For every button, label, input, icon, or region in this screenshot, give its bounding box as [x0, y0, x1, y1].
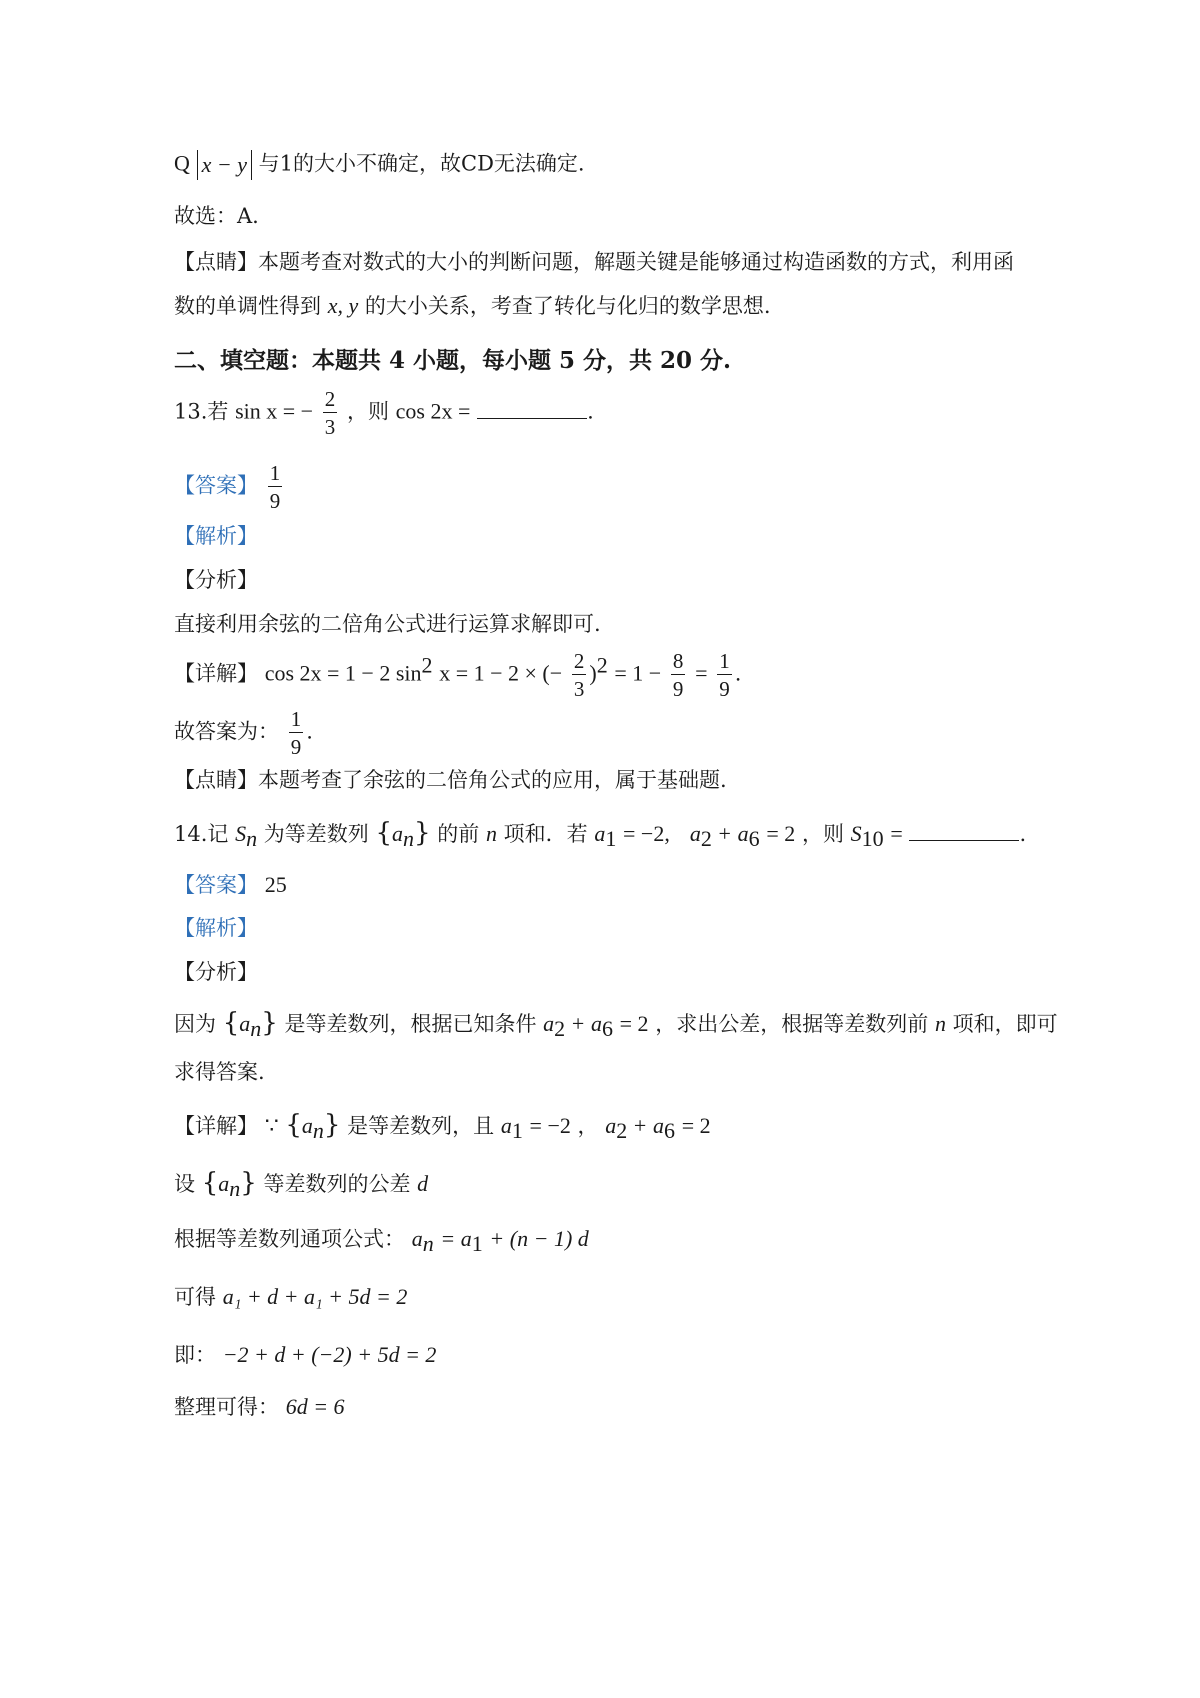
- gu-answer-13: [174, 708, 313, 758]
- step-3: [174, 1286, 407, 1308]
- q13-prefix: 13.若: [174, 399, 229, 424]
- q13-then: ，则: [346, 399, 389, 424]
- question-13: [174, 388, 594, 438]
- therefore-symbol: Q: [174, 150, 190, 176]
- q14-answer-blank: [909, 824, 1019, 841]
- step-1: 设 $\{a_n\}$ 等差数列的公差 d: [174, 1168, 429, 1202]
- x13-sup2: 2: [596, 652, 608, 678]
- line1-text: 与1的大小不确定，故CD无法确定.: [258, 151, 585, 176]
- s2-a: 根据等差数列通项公式：: [174, 1227, 405, 1251]
- f14-d: 项和，即可: [952, 1012, 1058, 1036]
- q14-n: n: [485, 821, 497, 846]
- q14-a1: a: [594, 821, 606, 846]
- x13-f3n: 1: [717, 650, 732, 675]
- step-4: [174, 1344, 436, 1366]
- x13-e: =: [695, 660, 708, 686]
- x13-b: x = 1 − 2 × (−: [439, 660, 563, 686]
- x13-f2d: 9: [672, 677, 684, 702]
- x14-d: ，: [577, 1114, 599, 1138]
- s4-a: 即：: [174, 1343, 216, 1367]
- fenxi-label-13: 【分析】: [174, 568, 258, 592]
- q14-a1-val: = −2,: [623, 821, 670, 846]
- q14-then: ，则: [801, 822, 844, 846]
- xiangjie-label: 【详解】: [174, 661, 258, 686]
- q14-S10: S: [850, 821, 862, 846]
- fenxi-label-14: 【分析】: [174, 960, 258, 984]
- x13-d: = 1 −: [614, 660, 662, 686]
- fenxi-13-text: 直接利用余弦的二倍角公式进行运算求解即可.: [174, 612, 601, 636]
- answer-13-fraction: [268, 462, 283, 512]
- q14-S: S: [235, 821, 247, 846]
- dianjing-text-a: 数的单调性得到: [174, 294, 321, 318]
- gu13-d: 9: [290, 735, 302, 760]
- q14-c: 的前: [437, 822, 480, 846]
- q14-end: .: [1019, 822, 1027, 846]
- q14-a6: a: [737, 821, 749, 846]
- x14-e: = 2: [681, 1113, 711, 1138]
- dianjing-line-2: [174, 295, 771, 317]
- xiangjie-label-14: 【详解】: [174, 1114, 258, 1138]
- x13-frac2: [671, 650, 686, 700]
- abs-x-minus-y: x − y: [197, 150, 252, 180]
- xiangjie-13: [174, 650, 741, 700]
- s5-eq: 6d = 6: [285, 1394, 345, 1419]
- s2-rest: + (n − 1) d: [489, 1226, 589, 1251]
- q13-end: .: [587, 399, 594, 424]
- gu13-n: 1: [289, 708, 304, 733]
- q13-answer-blank: [477, 402, 587, 419]
- q13-sin: sin x = −: [235, 398, 314, 424]
- q14-S-sub: n: [246, 826, 258, 852]
- f14-a: 因为: [174, 1012, 216, 1036]
- q14-a1-sub: 1: [605, 826, 617, 852]
- gu13-e: .: [306, 719, 313, 744]
- x13-f3d: 9: [719, 677, 730, 702]
- f14-b: 是等差数列，根据已知条件: [284, 1012, 537, 1036]
- ans13-den: 9: [269, 489, 281, 514]
- f14-n: n: [934, 1011, 946, 1036]
- q14-a6-sub: 6: [748, 826, 760, 852]
- gu13-frac: [289, 708, 304, 758]
- f14-c: ，求出公差，根据等差数列前: [655, 1012, 929, 1036]
- q14-a2-sub: 2: [700, 826, 712, 852]
- s2-eq: = a: [440, 1226, 472, 1251]
- q14-cond2-val: = 2: [766, 821, 796, 846]
- q13-fraction: [323, 388, 338, 438]
- vars-xy: x, y: [327, 293, 359, 318]
- s3-a: 可得: [174, 1285, 216, 1309]
- x13-c: ): [589, 660, 597, 686]
- fenxi-14-line1: 因为 $\{a_n\}$ 是等差数列，根据已知条件 $a_2 + a_6 = 2$ ，求出公差，根据等差数列前 n 项和，即可: [174, 1008, 1058, 1042]
- x14-b: 是等差数列，且: [347, 1114, 495, 1138]
- s3-eq: a₁ + d + a₁ + 5d = 2: [222, 1284, 408, 1309]
- gu13-a: 故答案为：: [174, 719, 279, 744]
- answer-13: [174, 462, 285, 512]
- x13-f1d: 3: [573, 677, 585, 702]
- q14-b: 为等差数列: [263, 822, 369, 846]
- ans13-num: 1: [268, 462, 283, 487]
- x13-f2n: 8: [671, 650, 686, 675]
- q14-S10-sub: 10: [861, 826, 884, 852]
- x13-frac1: [572, 650, 587, 700]
- answer-14-value: 25: [264, 872, 287, 897]
- q14-a2: a: [689, 821, 701, 846]
- xiangjie-14: 【详解】 ∵ $\{a_n\}$ 是等差数列，且 $a_1 = -2$ ， $a_2 + a_6 = 2$: [174, 1110, 711, 1144]
- choice-line: 故选：A.: [174, 204, 259, 228]
- answer-14: [174, 874, 287, 896]
- q14-an-sub: n: [403, 826, 415, 852]
- q14-an: a: [392, 821, 404, 846]
- answer-label: 【答案】: [174, 473, 258, 498]
- x13-frac3: [717, 650, 732, 700]
- jiexi-label-13: 【解析】: [174, 524, 258, 548]
- question-14: 14.记 $S_n$ 为等差数列 $\{a_n\}$ 的前 n 项和．若 $a_1 = -2$, $a_2 + a_6 = 2$ ，则 $S_{10}$ = .: [174, 818, 1027, 852]
- jiexi-label-14: 【解析】: [174, 916, 258, 940]
- line-abs-comparison: [174, 150, 585, 180]
- x13-sup: 2: [421, 652, 433, 678]
- q14-prefix: 14.记: [174, 822, 229, 846]
- q14-plus: +: [718, 821, 731, 846]
- s1-b: 等差数列的公差: [263, 1172, 411, 1196]
- q13-cos: cos 2x =: [395, 398, 471, 424]
- s2-sub1: 1: [471, 1231, 483, 1257]
- fenxi-14-line2: 求得答案.: [174, 1060, 265, 1084]
- because-symbol: ∵: [264, 1113, 279, 1138]
- dianjing-13: 【点睛】本题考查了余弦的二倍角公式的应用，属于基础题.: [174, 768, 727, 792]
- x13-f1n: 2: [572, 650, 587, 675]
- dianjing-line-1: 【点睛】本题考查对数式的大小的判断问题，解题关键是能够通过构造函数的方式，利用函: [174, 250, 1014, 274]
- x13-f: .: [734, 661, 742, 686]
- s5-a: 整理可得：: [174, 1395, 279, 1419]
- x13-a: cos 2x = 1 − 2 sin: [264, 660, 422, 686]
- s4-eq: −2 + d + (−2) + 5d = 2: [222, 1342, 437, 1367]
- q13-frac-den: 3: [324, 415, 336, 440]
- step-5: [174, 1396, 345, 1418]
- q14-d: 项和．若: [503, 822, 588, 846]
- q13-frac-num: 2: [323, 388, 338, 413]
- dianjing-text-b: 的大小关系，考查了转化与化归的数学思想.: [364, 294, 771, 318]
- step-2: 根据等差数列通项公式： $a_n = a_1 + (n - 1)$ d: [174, 1226, 589, 1257]
- s1-a: 设: [174, 1172, 195, 1196]
- q14-eq: =: [890, 821, 903, 846]
- x14-c: = −2: [529, 1113, 571, 1138]
- answer-label-14: 【答案】: [174, 873, 258, 897]
- section-heading: 二、填空题：本题共 4 小题，每小题 5 分，共 20 分.: [174, 347, 732, 374]
- s1-d: d: [417, 1171, 429, 1196]
